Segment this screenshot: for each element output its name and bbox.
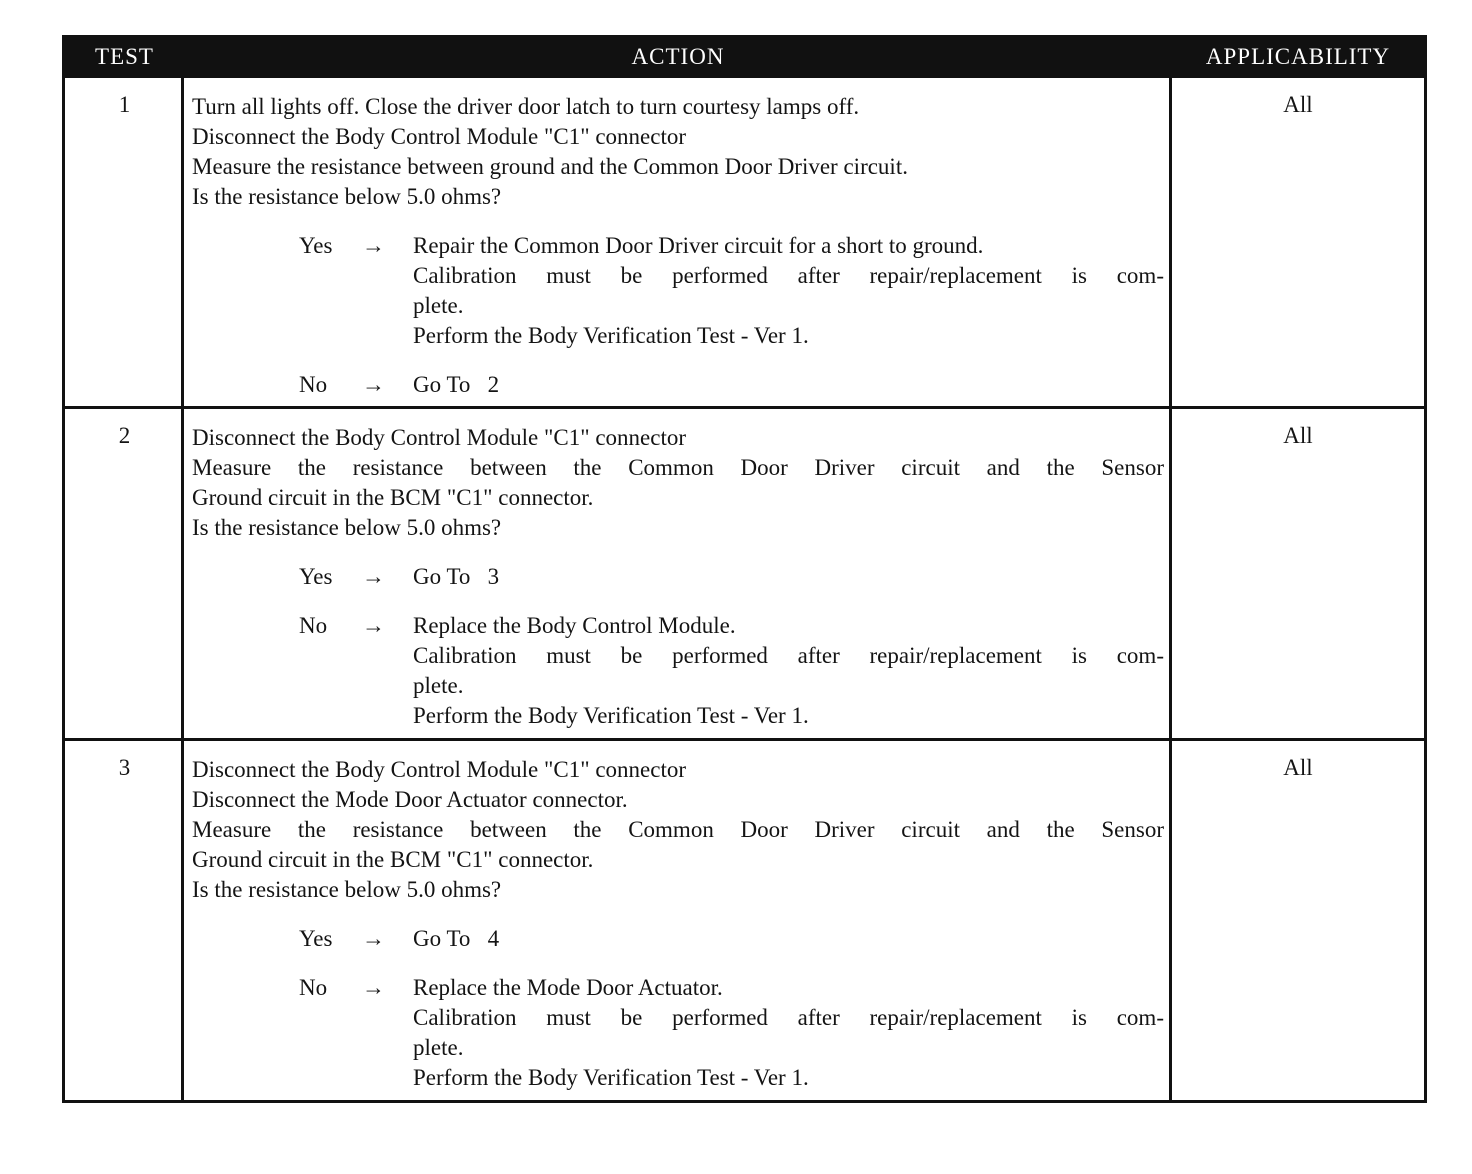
action-line: Disconnect the Body Control Module "C1" connector — [192, 425, 687, 450]
action-line: Is the resistance below 5.0 ohms? — [192, 877, 502, 902]
arrow-icon: → — [362, 926, 385, 951]
header-action: ACTION — [631, 44, 725, 69]
arrow-icon: → — [362, 564, 385, 589]
action-line: Is the resistance below 5.0 ohms? — [192, 184, 502, 209]
action-line: Is the resistance below 5.0 ohms? — [192, 515, 502, 540]
no-branch — [192, 611, 1164, 731]
action-line: Measure the resistance between the Common Door Driver circuit and the Sensor — [192, 817, 1164, 842]
action-line: Ground circuit in the BCM "C1" connector. — [192, 847, 594, 872]
test-number: 1 — [118, 92, 131, 117]
no-label: No — [299, 975, 328, 1000]
branch-line: Go To 3 — [413, 564, 500, 589]
yes-branch — [192, 562, 1164, 592]
action-cell — [192, 92, 1164, 400]
action-line: Measure the resistance between ground and the Common Door Driver circuit. — [192, 154, 908, 179]
table-row — [65, 741, 1424, 1101]
action-line: Turn all lights off. Close the driver door latch to turn courtesy lamps off. — [192, 94, 860, 119]
table-row — [65, 78, 1424, 406]
branch-line: plete. — [413, 293, 464, 318]
no-branch — [192, 370, 1164, 400]
branch-line: Calibration must be performed after repair/replacement is com- — [413, 263, 1164, 288]
action-line: Measure the resistance between the Common Door Driver circuit and the Sensor — [192, 455, 1164, 480]
no-branch — [192, 973, 1164, 1093]
yes-label: Yes — [299, 926, 333, 951]
test-number: 3 — [118, 755, 131, 780]
branch-line: Go To 4 — [413, 926, 500, 951]
header-test: TEST — [95, 44, 154, 69]
no-label: No — [299, 372, 328, 397]
branch-line: Perform the Body Verification Test - Ver 1. — [413, 703, 809, 728]
branch-line: Replace the Body Control Module. — [413, 613, 736, 638]
branch-line: Calibration must be performed after repair/replacement is com- — [413, 1005, 1164, 1030]
yes-label: Yes — [299, 233, 333, 258]
arrow-icon: → — [362, 233, 385, 258]
branch-line: Calibration must be performed after repair/replacement is com- — [413, 643, 1164, 668]
header-applicability: APPLICABILITY — [1205, 44, 1391, 69]
action-line: Disconnect the Body Control Module "C1" connector — [192, 757, 687, 782]
table-header — [65, 38, 1424, 78]
diagnostic-table — [62, 35, 1427, 1103]
branch-line: plete. — [413, 673, 464, 698]
branch-line: plete. — [413, 1035, 464, 1060]
arrow-icon: → — [362, 613, 385, 638]
yes-branch — [192, 924, 1164, 954]
action-cell — [192, 423, 1164, 731]
action-line: Disconnect the Body Control Module "C1" connector — [192, 124, 687, 149]
action-line: Disconnect the Mode Door Actuator connector. — [192, 787, 628, 812]
test-number: 2 — [118, 423, 131, 448]
applicability-cell: All — [1283, 423, 1313, 448]
branch-line: Perform the Body Verification Test - Ver 1. — [413, 323, 809, 348]
branch-line: Go To 2 — [413, 372, 500, 397]
branch-line: Replace the Mode Door Actuator. — [413, 975, 723, 1000]
table-row — [65, 409, 1424, 738]
applicability-cell: All — [1283, 755, 1313, 780]
arrow-icon: → — [362, 372, 385, 397]
no-label: No — [299, 613, 328, 638]
arrow-icon: → — [362, 975, 385, 1000]
branch-line: Repair the Common Door Driver circuit for a short to ground. — [413, 233, 984, 258]
branch-line: Perform the Body Verification Test - Ver 1. — [413, 1065, 809, 1090]
action-cell — [192, 755, 1164, 1093]
applicability-cell: All — [1283, 92, 1313, 117]
yes-branch — [192, 231, 1164, 351]
action-line: Ground circuit in the BCM "C1" connector. — [192, 485, 594, 510]
yes-label: Yes — [299, 564, 333, 589]
